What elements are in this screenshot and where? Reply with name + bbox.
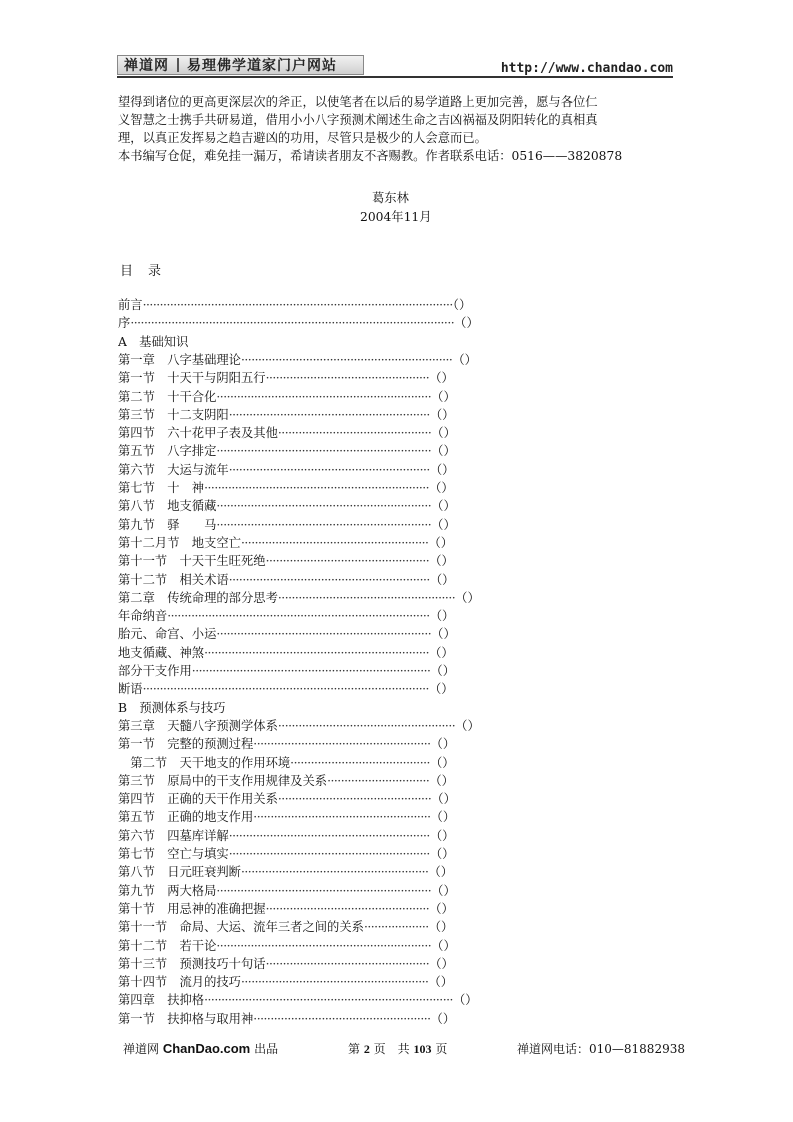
footer-published-label: 出品 (254, 1042, 279, 1056)
toc-page-ref: （） (428, 535, 454, 550)
toc-entry-label: 第十四节 流月的技巧 (118, 975, 241, 990)
toc-entry-label: 第四节 六十花甲子表及其他 (118, 426, 278, 441)
site-url-link[interactable]: http://www.chandao.com (500, 61, 673, 76)
toc-entry[interactable] (118, 461, 454, 479)
toc-entry-label: 第十一节 十天干生旺死绝 (118, 554, 266, 569)
page-footer (0, 1040, 793, 1058)
toc-page-ref: （） (431, 938, 456, 953)
toc-leader-dots: ·································································· (204, 645, 430, 660)
author-name: 葛东林 (372, 191, 409, 205)
site-name: 禅道网 (124, 58, 169, 74)
toc-page-ref: （） (431, 389, 456, 404)
toc-entry[interactable] (118, 754, 455, 772)
site-banner[interactable] (117, 55, 364, 75)
toc-entry[interactable] (118, 882, 456, 900)
toc-entry-label: 第十二月节 地支空亡 (118, 535, 241, 550)
toc-leader-dots: ······················································· (240, 865, 429, 880)
toc-entry[interactable] (118, 314, 479, 332)
toc-page-ref: （） (431, 499, 456, 514)
toc-entry-label: 地支循藏、神煞 (118, 645, 205, 660)
toc-leader-dots: ······························ (327, 773, 430, 788)
toc-page-ref: （） (454, 316, 479, 331)
toc-entry-label: 第九节 驿 马 (118, 517, 217, 532)
toc-entry[interactable] (118, 827, 454, 845)
toc-leader-dots: ······························································· (216, 627, 432, 642)
toc-page-ref: （） (429, 847, 455, 861)
toc-page-ref: （） (429, 773, 454, 788)
toc-page-ref: （） (428, 682, 454, 697)
toc-entry[interactable] (118, 699, 225, 717)
toc-page-ref: （） (429, 755, 455, 770)
toc-entry[interactable] (118, 644, 454, 662)
toc-entry-label: 第五节 正确的地支作用 (118, 810, 254, 825)
toc-leader-dots: ················································ (265, 956, 430, 971)
toc-leader-dots: ···················································· (253, 737, 431, 752)
toc-entry[interactable] (118, 808, 455, 826)
toc-entry[interactable] (118, 442, 456, 460)
toc-entry[interactable] (118, 351, 477, 369)
toc-entry[interactable] (118, 625, 456, 643)
toc-entry[interactable] (118, 662, 455, 680)
toc-leader-dots: ······························································· (216, 883, 432, 898)
toc-entry-label: 第十三节 预测技巧十句话 (118, 956, 266, 971)
toc-entry-label: 第十节 用忌神的准确把握 (118, 901, 266, 916)
toc-page-ref: （） (428, 975, 454, 990)
toc-leader-dots: ················································ (265, 554, 430, 569)
toc-entry-label: 第二节 十干合化 (118, 389, 217, 404)
toc-page-ref: （） (429, 407, 455, 422)
toc-entry-label: 第二节 天干地支的作用环境 (118, 755, 291, 770)
toc-entry-label: 胎元、命宫、小运 (118, 627, 217, 642)
toc-entry[interactable] (118, 589, 480, 607)
toc-page-ref: （） (430, 737, 456, 752)
toc-leader-dots: ······························································· (216, 444, 432, 459)
toc-page-ref: （） (431, 627, 456, 642)
toc-leader-dots: ··························································································· (142, 298, 453, 312)
preface-line: 义智慧之士携手共研易道，借用小小八字预测术阐述生命之吉凶祸福及阴阳转化的真相真 (118, 113, 598, 127)
footer-brand-link[interactable]: ChanDao.com (162, 1041, 251, 1056)
toc-entry-label: 第六节 四墓库详解 (118, 828, 229, 843)
toc-leader-dots: ···················································· (253, 1011, 431, 1026)
site-tagline: 易理佛学道家门户网站 (187, 58, 337, 74)
page-mid: 页 共 (373, 1042, 410, 1056)
toc-page-ref: （） (455, 718, 480, 733)
toc-entry-label: 第七节 十 神 (118, 481, 205, 495)
toc-entry-label: 第四章 扶抑格 (118, 993, 205, 1008)
toc-page-ref: （） (429, 554, 454, 569)
toc-entry[interactable] (118, 516, 456, 534)
toc-page-ref: （） (430, 810, 456, 825)
toc-entry[interactable] (118, 735, 455, 753)
header-rule (117, 76, 673, 78)
toc-entry[interactable] (118, 497, 456, 515)
toc-entry-label: 第一节 完整的预测过程 (118, 737, 254, 752)
toc-entry[interactable] (118, 973, 453, 991)
total-pages: 103 (413, 1042, 432, 1056)
toc-entry-label: 第九节 两大格局 (118, 883, 217, 898)
toc-title: 目 录 (120, 264, 163, 279)
toc-leader-dots: ······························································ (240, 352, 453, 367)
footer-publisher (123, 1040, 278, 1057)
toc-entry[interactable] (118, 918, 453, 936)
toc-leader-dots: ··························································· (228, 407, 430, 422)
page-number: 2 (363, 1042, 370, 1056)
preface-line: 望得到诸位的更高更深层次的斧正，以使笔者在以后的易学道路上更加完善，愿与各位仁 (118, 95, 598, 109)
toc-entry[interactable] (118, 552, 454, 570)
preface-text (118, 93, 678, 165)
toc-page-ref: （） (431, 426, 456, 441)
toc-page-ref: （） (428, 920, 454, 935)
toc-page-ref: （） (431, 792, 456, 807)
preface-line: 理，以真正发挥易之趋吉避凶的功用，尽管只是极少的人会意而已。 (118, 131, 487, 145)
toc-leader-dots: ··················· (363, 920, 429, 935)
toc-entry-label: 第七节 空亡与填实 (118, 847, 229, 861)
toc-entry[interactable] (118, 955, 454, 973)
toc-leader-dots: ············································· (277, 426, 432, 441)
toc-entry[interactable] (118, 717, 480, 735)
toc-entry-label: 第一节 扶抑格与取用神 (118, 1011, 254, 1026)
toc-entry[interactable] (118, 479, 454, 497)
toc-page-ref: （） (431, 517, 456, 532)
toc-entry-label: 序 (118, 316, 131, 331)
toc-entry-label: 第六节 大运与流年 (118, 462, 229, 477)
toc-page-ref: （） (431, 883, 456, 898)
toc-entry-label: 部分干支作用 (118, 664, 192, 678)
toc-entry[interactable] (118, 863, 453, 881)
toc-leader-dots: ······························································· (216, 499, 432, 514)
toc-entry[interactable] (118, 369, 454, 387)
toc-entry-label: A 基础知识 (118, 334, 189, 349)
toc-leader-dots: ···················································· (277, 590, 456, 605)
toc-entry[interactable] (118, 571, 454, 589)
toc-page-ref: （） (429, 462, 455, 477)
toc-entry-label: 第二章 传统命理的部分思考 (118, 590, 278, 605)
preface-line: 本书编写仓促，难免挂一漏万，希请读者朋友不吝赐教。作者联系电话：0516——3820878 (118, 149, 623, 163)
toc-entry-label: B 预测体系与技巧 (118, 700, 226, 715)
toc-leader-dots: ············································· (277, 792, 432, 807)
toc-leader-dots: ··························································· (228, 462, 430, 477)
toc-page-ref: （） (429, 609, 455, 624)
toc-page-ref: （） (429, 828, 455, 843)
toc-page-ref: （） (429, 956, 454, 971)
toc-leader-dots: ······························································· (216, 938, 432, 953)
toc-entry[interactable] (118, 680, 454, 698)
toc-page-ref: （） (452, 993, 478, 1008)
toc-leader-dots: ······························································· (216, 389, 432, 404)
toc-leader-dots: ······················································· (240, 535, 429, 550)
toc-entry[interactable] (118, 388, 456, 406)
toc-page-ref: （） (429, 572, 455, 587)
page-prefix: 第 (348, 1042, 361, 1056)
toc-entry[interactable] (118, 333, 188, 351)
toc-entry[interactable] (118, 937, 456, 955)
toc-leader-dots: ······························································································· (130, 316, 455, 331)
toc-entry[interactable] (118, 534, 453, 552)
toc-leader-dots: ·································································· (204, 481, 430, 495)
toc-entry-label: 第一章 八字基础理论 (118, 352, 241, 367)
toc-page-ref: （） (429, 645, 454, 660)
toc-entry[interactable] (118, 790, 456, 808)
toc-entry[interactable] (118, 1010, 455, 1028)
toc-page-ref: （） (452, 298, 472, 312)
toc-entry-label: 第八节 地支循藏 (118, 499, 217, 514)
toc-leader-dots: ···················································································· (142, 682, 429, 697)
page-counter (348, 1040, 447, 1057)
publication-date: 2004年11月 (360, 210, 432, 224)
toc-entry-label: 第十二节 若干论 (118, 938, 217, 953)
toc-page-ref: （） (428, 865, 454, 880)
toc-entry[interactable] (118, 772, 454, 790)
toc-entry-label: 第五节 八字排定 (118, 444, 217, 459)
toc-entry-label: 前言 (118, 298, 143, 312)
toc-page-ref: （） (429, 481, 454, 495)
toc-leader-dots: ···················································· (277, 718, 456, 733)
toc-entry-label: 第三章 天髓八字预测学体系 (118, 718, 278, 733)
toc-leader-dots: ······································································ (191, 664, 431, 678)
toc-leader-dots: ················································ (265, 371, 430, 386)
toc-page-ref: （） (455, 590, 480, 605)
toc-leader-dots: ········································· (290, 755, 430, 770)
toc-entry-label: 第三节 原局中的干支作用规律及关系 (118, 773, 328, 788)
footer-site-name: 禅道网 (123, 1042, 160, 1056)
toc-entry[interactable] (118, 845, 454, 863)
toc-entry[interactable] (118, 296, 471, 314)
toc-entry-label: 第十二节 相关术语 (118, 572, 229, 587)
page-header (117, 55, 673, 79)
toc-page-ref: （） (429, 901, 454, 916)
toc-page-ref: （） (429, 371, 454, 386)
footer-phone: 禅道网电话：010—81882938 (517, 1042, 685, 1056)
toc-entry[interactable] (118, 900, 454, 918)
toc-entry[interactable] (118, 424, 456, 442)
toc-leader-dots: ······················································· (240, 975, 429, 990)
toc-leader-dots: ··························································· (228, 572, 430, 587)
toc-entry[interactable] (118, 991, 478, 1009)
toc-entry-label: 第十一节 命局、大运、流年三者之间的关系 (118, 920, 364, 935)
toc-entry-label: 第三节 十二支阴阳 (118, 407, 229, 422)
toc-leader-dots: ··························································· (228, 828, 430, 843)
toc-entry-label: 年命纳音 (118, 609, 168, 624)
toc-leader-dots: ················································ (265, 901, 430, 916)
toc-leader-dots: ········································································· (204, 993, 453, 1008)
toc-page-ref: （） (452, 352, 477, 367)
toc-leader-dots: ······························································· (216, 517, 432, 532)
page-suffix: 页 (435, 1042, 448, 1056)
toc-page-ref: （） (430, 664, 456, 678)
toc-page-ref: （） (430, 1011, 456, 1026)
toc-page-ref: （） (431, 444, 456, 459)
toc-entry-label: 第四节 正确的天干作用关系 (118, 792, 278, 807)
toc-entry[interactable] (118, 607, 454, 625)
toc-entry[interactable] (118, 406, 454, 424)
toc-entry-label: 第八节 日元旺衰判断 (118, 865, 241, 880)
toc-leader-dots: ···················································· (253, 810, 431, 825)
toc-leader-dots: ············································································· (167, 609, 430, 624)
toc-leader-dots: ··························································· (228, 847, 430, 861)
toc-entry-label: 第一节 十天干与阴阳五行 (118, 371, 266, 386)
toc-entry-label: 断语 (118, 682, 143, 697)
banner-divider (177, 58, 179, 72)
